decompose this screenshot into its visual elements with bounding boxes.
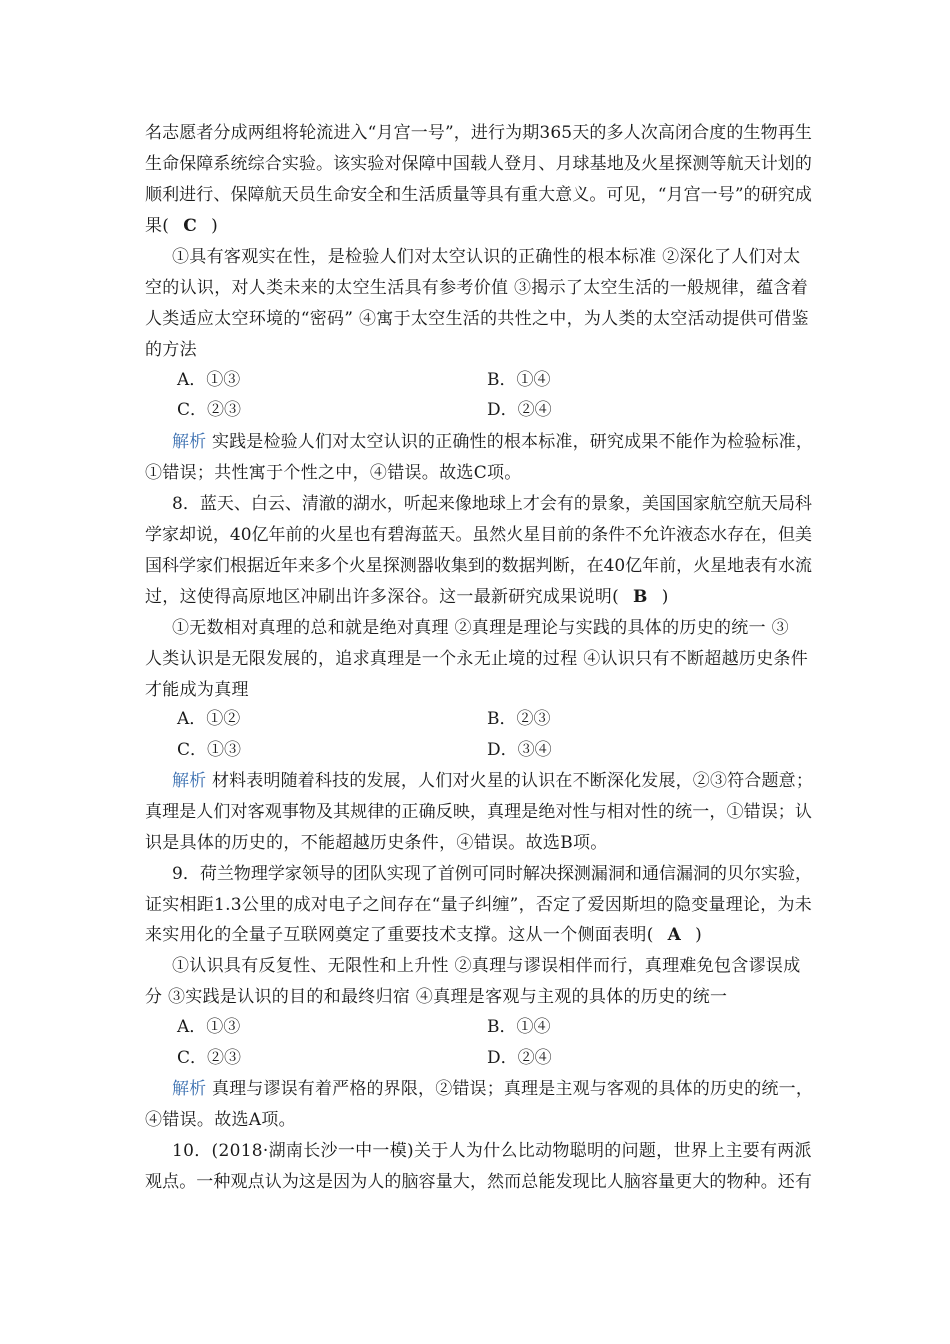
q10-stem-line-1: 10．(2018·湖南长沙一中一模)关于人为什么比动物聪明的问题，世界上主要有两派 <box>172 1141 812 1161</box>
q8-statement-line-2: 人类认识是无限发展的，追求真理是一个永无止境的过程 ④认识只有不断超越历史条件 <box>145 649 809 669</box>
q7-stem-line-1: 名志愿者分成两组将轮流进入“月宫一号”，进行为期365天的多人次高闭合度的生物再生 <box>145 123 812 143</box>
q9-analysis-line-2: ④错误。故选A项。 <box>145 1110 296 1130</box>
q7-analysis-line-1 <box>172 430 813 454</box>
q7-answer: C <box>183 216 198 236</box>
q9-analysis-label: 解析 <box>172 1079 207 1099</box>
q8-stem-suffix: ) <box>661 587 669 607</box>
q8-stem-line-3: 国科学家们根据近年来多个火星探测器收集到的数据判断，在40亿年前，火星地表有水流 <box>145 556 812 576</box>
q8-statement-line-1: ①无数相对真理的总和就是绝对真理 ②真理是理论与实践的具体的历史的统一 ③ <box>172 618 789 638</box>
q7-stem-prefix: 果( <box>145 216 170 236</box>
q9-statement-line-1: ①认识具有反复性、无限性和上升性 ②真理与谬误相伴而行，真理难免包含谬误成 <box>172 956 801 976</box>
q9-stem-line-2: 证实相距1.3公里的成对电子之间存在“量子纠缠”，否定了爱因斯坦的隐变量理论，为未 <box>145 895 812 915</box>
q9-stem-suffix: ) <box>695 925 703 945</box>
q9-statement-line-2: 分 ③实践是认识的目的和最终归宿 ④真理是客观与主观的具体的历史的统一 <box>145 987 728 1007</box>
q9-option-a: A．①③ <box>177 1017 241 1037</box>
q8-analysis-line-2: 真理是人们对客观事物及其规律的正确反映，真理是绝对性与相对性的统一，①错误；认 <box>145 802 812 822</box>
q8-option-d: D．③④ <box>487 740 552 760</box>
q8-option-c: C．①③ <box>177 740 242 760</box>
q8-analysis-text-1: 材料表明随着科技的发展，人们对火星的认识在不断深化发展，②③符合题意； <box>211 771 814 791</box>
q8-stem-prefix: 过，这使得高原地区冲刷出许多深谷。这一最新研究成果说明( <box>145 587 620 607</box>
q7-statement-line-3: 人类适应太空环境的“密码” ④寓于太空生活的共性之中，为人类的太空活动提供可借鉴 <box>145 309 809 329</box>
q7-option-b: B．①④ <box>487 370 551 390</box>
q7-statement-line-1: ①具有客观实在性，是检验人们对太空认识的正确性的根本标准 ②深化了人们对太 <box>172 247 801 267</box>
q8-statement-line-3: 才能成为真理 <box>145 680 249 700</box>
q8-option-b: B．②③ <box>487 709 551 729</box>
q9-stem-prefix: 来实用化的全量子互联网奠定了重要技术支撑。这从一个侧面表明( <box>145 925 654 945</box>
q8-option-a: A．①② <box>177 709 241 729</box>
q8-stem-line-2: 学家却说，40亿年前的火星也有碧海蓝天。虽然火星目前的条件不允许液态水存在，但美 <box>145 525 812 545</box>
q8-stem-line-4 <box>145 585 669 609</box>
q7-analysis-text-1: 实践是检验人们对太空认识的正确性的根本标准，研究成果不能作为检验标准， <box>211 432 814 452</box>
q7-analysis-label: 解析 <box>172 432 207 452</box>
q7-stem-line-2: 生命保障系统综合实验。该实验对保障中国载人登月、月球基地及火星探测等航天计划的 <box>145 154 812 174</box>
q9-stem-line-3 <box>145 923 702 947</box>
q8-analysis-label: 解析 <box>172 771 207 791</box>
q9-option-d: D．②④ <box>487 1048 552 1068</box>
q7-option-a: A．①③ <box>177 370 241 390</box>
q7-option-d: D．②④ <box>487 400 552 420</box>
q8-answer: B <box>633 587 648 607</box>
q8-stem-line-1: 8．蓝天、白云、清澈的湖水，听起来像地球上才会有的景象，美国国家航空航天局科 <box>172 494 812 514</box>
q8-analysis-line-3: 识是具体的历史的，不能超越历史条件，④错误。故选B项。 <box>145 833 608 853</box>
q7-analysis-line-2: ①错误；共性寓于个性之中，④错误。故选C项。 <box>145 463 522 483</box>
q9-analysis-line-1 <box>172 1077 813 1101</box>
q7-stem-line-4 <box>145 214 218 238</box>
q7-option-c: C．②③ <box>177 400 242 420</box>
q7-statement-line-2: 空的认识，对人类未来的太空生活具有参考价值 ③揭示了太空生活的一般规律，蕴含着 <box>145 278 809 298</box>
q9-option-c: C．②③ <box>177 1048 242 1068</box>
q9-stem-line-1: 9．荷兰物理学家领导的团队实现了首例可同时解决探测漏洞和通信漏洞的贝尔实验， <box>172 864 812 884</box>
q10-stem-line-2: 观点。一种观点认为这是因为人的脑容量大，然而总能发现比人脑容量更大的物种。还有 <box>145 1172 812 1192</box>
q8-analysis-line-1 <box>172 769 813 793</box>
q9-option-b: B．①④ <box>487 1017 551 1037</box>
q7-stem-suffix: ) <box>211 216 219 236</box>
q9-answer: A <box>667 925 682 945</box>
q7-stem-line-3: 顺利进行、保障航天员生命安全和生活质量等具有重大意义。可见，“月宫一号”的研究成 <box>145 185 812 205</box>
q7-statement-line-4: 的方法 <box>145 340 197 360</box>
q9-analysis-text-1: 真理与谬误有着严格的界限，②错误；真理是主观与客观的具体的历史的统一， <box>211 1079 814 1099</box>
